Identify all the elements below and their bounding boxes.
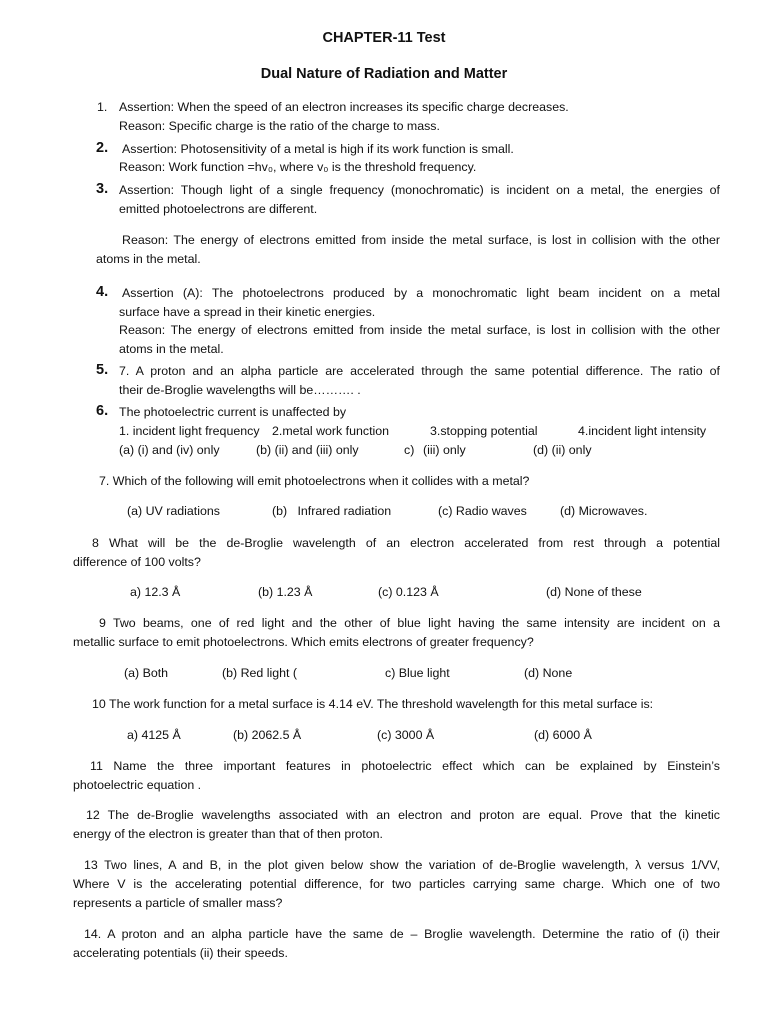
q7-option-b: (b) Infrared radiation [272, 504, 392, 518]
q14-text-line1: 14. A proton and an alpha particle have the same de – Broglie wavelength. Determine the ratio of (i) their [84, 927, 720, 941]
q11-text-line1: 11 Name the three important features in photoelectric effect which can be explained by Einstein’s [90, 759, 720, 773]
q11-text-line2: photoelectric equation . [73, 778, 202, 792]
q2-assertion: Assertion: Photosensitivity of a metal is high if its work function is small. [122, 142, 514, 156]
q6-item-1: 1. incident light frequency [119, 424, 260, 438]
q4-assertion-line1: Assertion (A): The photoelectrons produced by a monochromatic light beam incident on a metal [122, 286, 720, 300]
q12-text-line2: energy of the electron is greater than that of then proton. [73, 827, 383, 841]
q8-option-d: (d) None of these [546, 585, 642, 599]
q9-text-line1: 9 Two beams, one of red light and the other of blue light having the same intensity are incident on a [99, 616, 720, 630]
q4-assertion-line2: surface have a spread in their kinetic energies. [119, 305, 376, 319]
q9-option-a: (a) Both [124, 666, 169, 680]
q3-assertion-line2: emitted photoelectrons are different. [119, 202, 318, 216]
q6-option-b: (b) (ii) and (iii) only [256, 443, 359, 457]
q4-number: 4. [96, 284, 109, 300]
q6-item-2: 2.metal work function [272, 424, 390, 438]
q6-option-d: (d) (ii) only [533, 443, 592, 457]
q8-option-b: (b) 1.23 Å [258, 585, 313, 599]
q9-text-line2: metallic surface to emit photoelectrons. Which emits electrons of greater frequency? [73, 635, 534, 649]
q10-option-b: (b) 2062.5 Å [233, 728, 302, 742]
q2-number: 2. [96, 140, 109, 156]
q10-option-c: (c) 3000 Å [377, 728, 435, 742]
q8-option-c: (c) 0.123 Å [378, 585, 439, 599]
q10-text: 10 The work function for a metal surface is 4.14 eV. The threshold wavelength for this metal surface is: [92, 697, 654, 711]
q13-text-line3: represents a particle of smaller mass? [73, 896, 283, 910]
q1-assertion: Assertion: When the speed of an electron increases its specific charge decreases. [119, 100, 569, 114]
q8-text-line2: difference of 100 volts? [73, 555, 201, 569]
q1-number: 1. [97, 100, 108, 114]
q13-text-line2: Where V is the accelerating potential difference, for two particles carrying same charge. Which one of two [73, 877, 720, 891]
q10-option-d: (d) 6000 Å [534, 728, 592, 742]
q6-option-a: (a) (i) and (iv) only [119, 443, 220, 457]
q6-item-4: 4.incident light intensity [578, 424, 707, 438]
q6-item-3: 3.stopping potential [430, 424, 538, 438]
q8-option-a: a) 12.3 Å [130, 585, 181, 599]
q9-option-c: c) Blue light [385, 666, 450, 680]
q3-assertion-line1: Assertion: Though light of a single frequency (monochromatic) is incident on a metal, the energies of [119, 183, 720, 197]
q3-reason-line1: Reason: The energy of electrons emitted from inside the metal surface, is lost in collision with the other [122, 233, 720, 247]
q10-option-a: a) 4125 Å [127, 728, 181, 742]
q7-option-a: (a) UV radiations [127, 504, 220, 518]
q7-option-d: (d) Microwaves. [560, 504, 648, 518]
q6-number: 6. [96, 403, 109, 419]
q1-reason: Reason: Specific charge is the ratio of the charge to mass. [119, 119, 440, 133]
q5-number: 5. [96, 362, 109, 378]
q3-number: 3. [96, 181, 109, 197]
q7-text: 7. Which of the following will emit photoelectrons when it collides with a metal? [99, 474, 530, 488]
q6-stem: The photoelectric current is unaffected by [119, 405, 347, 419]
q6-option-c-label: c) [404, 443, 415, 457]
q6-option-c: (iii) only [423, 443, 466, 457]
q3-reason-line2: atoms in the metal. [96, 252, 201, 266]
subject-title: Dual Nature of Radiation and Matter [260, 66, 508, 82]
q14-text-line2: accelerating potentials (ii) their speeds. [73, 946, 288, 960]
q5-text-line2: their de-Broglie wavelengths will be………. . [119, 383, 361, 397]
chapter-title: CHAPTER-11 Test [322, 30, 446, 46]
q9-option-b: (b) Red light ( [222, 666, 298, 680]
q8-text-line1: 8 What will be the de-Broglie wavelength of an electron accelerated from rest through a potential [92, 536, 720, 550]
q2-reason: Reason: Work function =hv₀, where v₀ is the threshold frequency. [119, 160, 477, 174]
q12-text-line1: 12 The de-Broglie wavelengths associated with an electron and proton are equal. Prove that the kinetic [86, 808, 720, 822]
q13-text-line1: 13 Two lines, A and B, in the plot given below show the variation of de-Broglie wavelength, λ versus 1/VV, [84, 858, 720, 872]
q4-reason-line2: atoms in the metal. [119, 342, 224, 356]
q7-option-c: (c) Radio waves [438, 504, 527, 518]
q5-text-line1: 7. A proton and an alpha particle are accelerated through the same potential difference. The ratio of [119, 364, 720, 378]
q4-reason-line1: Reason: The energy of electrons emitted from inside the metal surface, is lost in collision with the other [119, 323, 720, 337]
q9-option-d: (d) None [524, 666, 573, 680]
